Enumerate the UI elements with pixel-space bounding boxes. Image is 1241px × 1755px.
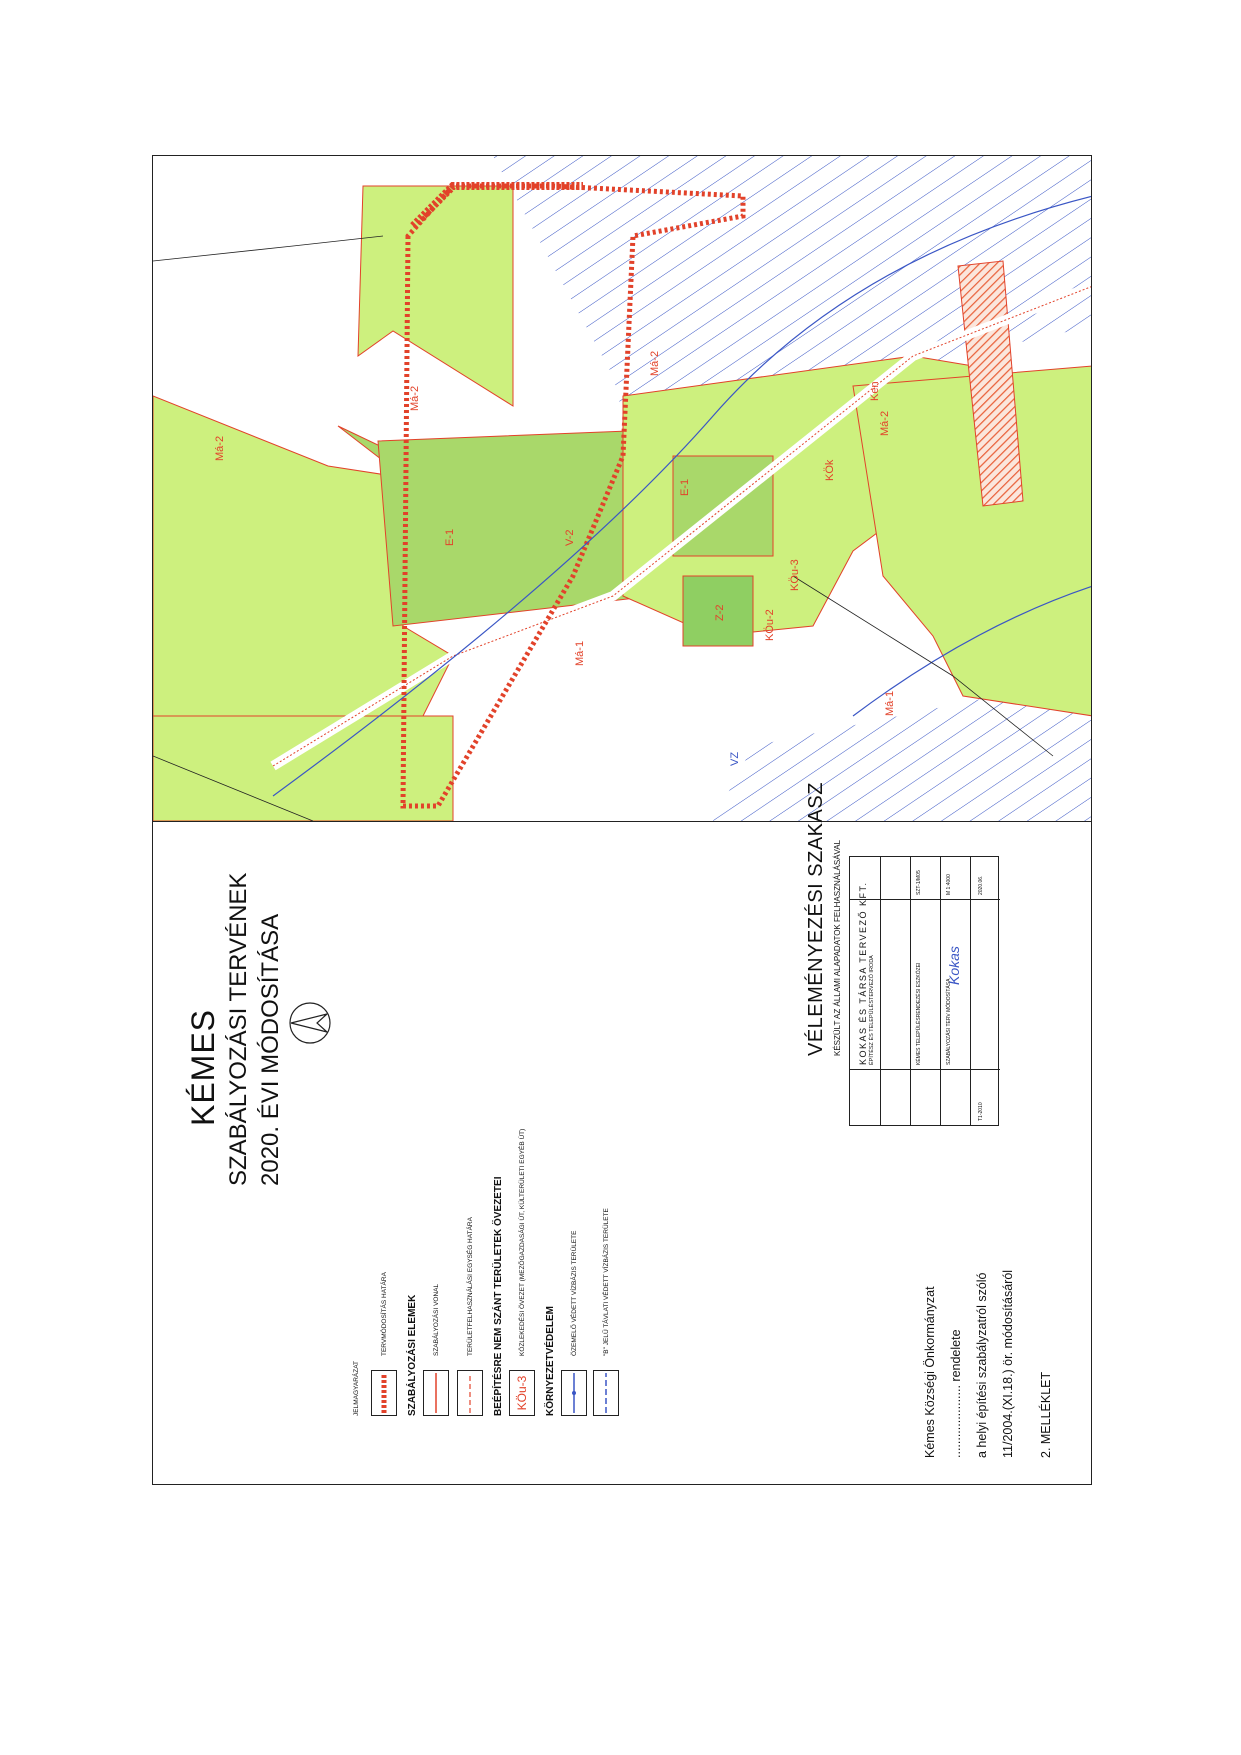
phase-title: VÉLEMÉNYEZÉSI SZAKASZ	[805, 782, 827, 1056]
legend-boundary-swatch	[371, 1370, 397, 1416]
stamp-signature: Kokas	[946, 946, 962, 985]
label-e1-2: E-1	[679, 478, 691, 496]
label-z2: Z-2	[714, 604, 726, 621]
stamp-code: SZT-1/M05	[916, 870, 922, 895]
stamp-project: KÉMES TELEPÜLÉSRENDEZÉSI ESZKÖZEI	[916, 962, 922, 1065]
legend-heading: JELMAGYARÁZAT	[353, 1360, 360, 1416]
legend-kou-label: KÖZLEKEDÉSI ÖVEZET (MEZŐGAZDASÁGI ÚT, KÜLTERÜLETI EGYÉB ÚT)	[519, 1128, 526, 1356]
decree-line-4: 11/2004.(XI.18.) ör. módosításáról	[1001, 1269, 1015, 1458]
stamp-company-sub: ÉPÍTÉSZ ÉS TELEPÜLÉSTERVEZŐ IRODA	[869, 955, 875, 1065]
title-stamp	[849, 856, 999, 1126]
stamp-date: 2020.06.	[978, 875, 984, 895]
label-ma2-3: Má-2	[649, 350, 661, 376]
stamp-doc: SZABÁLYOZÁSI TERV MÓDOSÍTÁSA	[946, 978, 952, 1065]
rotated-panel	[153, 156, 1092, 1485]
label-vz: VZ	[729, 751, 741, 766]
stamp-job-no: T1-2010	[978, 1102, 984, 1121]
plan-subtitle-1: SZABÁLYOZÁSI TERVÉNEK	[225, 872, 252, 1186]
legend-regulation-swatch	[423, 1370, 449, 1416]
legend-section-regulation: SZABÁLYOZÁSI ELEMEK	[407, 1294, 418, 1416]
label-ma2-1: Má-2	[214, 435, 226, 461]
title-panel	[153, 782, 1092, 1485]
legend-section-env: KÖRNYEZETVÉDELEM	[545, 1305, 556, 1416]
label-kok: KÖk	[824, 459, 836, 481]
legend-future-water: "B" JELŰ TÁVLATI VÉDETT VÍZBÁZIS TERÜLETE	[603, 1208, 610, 1356]
stamp-company: KOKAS ÉS TÁRSA TERVEZŐ KFT.	[858, 881, 868, 1065]
decree-line-2: ..................... rendelete	[949, 1329, 963, 1458]
legend-protected-water: ÖZEMELŐ VÉDETT VÍZBÁZIS TERÜLETE	[571, 1230, 578, 1356]
label-ken: Ken	[869, 381, 881, 401]
legend-section-nonbuild: BEÉPÍTÉSRE NEM SZÁNT TERÜLETEK ÖVEZETEI	[493, 1176, 504, 1416]
decree-line-1: Kémes Községi Önkormányzat	[923, 1286, 937, 1458]
legend-future-water-swatch	[593, 1370, 619, 1416]
label-kou3: KÖu-3	[789, 559, 801, 591]
legend-landuse-boundary: TERÜLETFELHASZNÁLÁSI EGYSÉG HATÁRA	[467, 1217, 474, 1356]
legend-landuse-swatch	[457, 1370, 483, 1416]
label-e1-1: E-1	[444, 528, 456, 546]
map-sheet	[152, 155, 1092, 1485]
legend-kou-swatch: KÖu-3	[509, 1370, 535, 1416]
stamp-scale: M 1:4000	[946, 874, 952, 895]
phase-basis: KÉSZÜLT AZ ÁLLAMI ALAPADATOK FELHASZNÁLÁSÁVAL	[833, 839, 842, 1056]
label-kou2: KÖu-2	[764, 609, 776, 641]
town-name: KÉMES	[185, 1008, 221, 1126]
legend-regulation-line: SZABÁLYOZÁSI VONAL	[433, 1283, 440, 1356]
plan-subtitle-2: 2020. ÉVI MÓDOSÍTÁSA	[257, 913, 284, 1186]
decree-line-3: a helyi építési szabályzatról szóló	[975, 1272, 989, 1458]
label-ma2-2: Má-2	[409, 385, 421, 411]
north-arrow-icon	[287, 1000, 333, 1046]
decree-annex: 2. MELLÉKLET	[1039, 1371, 1053, 1458]
label-ma1-2: Má-1	[884, 690, 896, 716]
label-v2: V-2	[564, 529, 576, 546]
legend-protected-water-swatch	[561, 1370, 587, 1416]
label-ma1-1: Má-1	[574, 640, 586, 666]
legend-boundary-label: TERVMÓDOSÍTÁS HATÁRA	[381, 1272, 388, 1356]
label-ma2-4: Má-2	[879, 410, 891, 436]
